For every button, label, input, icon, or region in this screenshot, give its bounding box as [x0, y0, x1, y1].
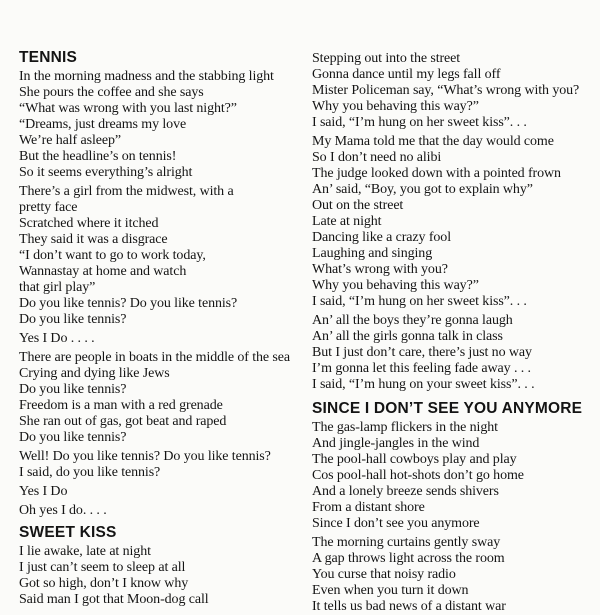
- lyric-line: pretty face: [19, 200, 78, 215]
- lyric-line: Dancing like a crazy fool: [312, 230, 451, 245]
- lyric-line: We’re half asleep”: [19, 133, 122, 148]
- song-title-since-i-dont-see-you-anymore: SINCE I DON’T SEE YOU ANYMORE: [312, 400, 583, 417]
- lyric-line: Why you behaving this way?”: [312, 278, 479, 293]
- lyric-line: I said, “I’m hung on your sweet kiss”. . .: [312, 377, 535, 392]
- lyric-line: And jingle-jangles in the wind: [312, 436, 480, 451]
- song-title-sweet-kiss: SWEET KISS: [19, 524, 117, 541]
- lyric-line: The gas-lamp flickers in the night: [312, 420, 498, 435]
- lyric-line: “I don’t want to go to work today,: [19, 248, 206, 263]
- lyric-line: Got so high, don’t I know why: [19, 576, 189, 591]
- lyric-line: An’ said, “Boy, you got to explain why”: [312, 182, 533, 197]
- lyric-line: But I just don’t care, there’s just no way: [312, 345, 532, 360]
- lyric-line: In the morning madness and the stabbing light: [19, 69, 274, 84]
- lyric-line: I said, do you like tennis?: [19, 465, 161, 480]
- lyric-line: Said man I got that Moon-dog call: [19, 592, 209, 607]
- lyric-line: Stepping out into the street: [312, 51, 461, 66]
- lyric-line: I said, “I’m hung on her sweet kiss”. . .: [312, 115, 527, 130]
- lyric-line: Mister Policeman say, “What’s wrong with you?: [312, 83, 580, 98]
- lyric-line: Cos pool-hall hot-shots don’t go home: [312, 468, 524, 483]
- lyric-line: Well! Do you like tennis? Do you like tennis?: [19, 449, 271, 464]
- lyric-line: Do you like tennis?: [19, 312, 127, 327]
- lyric-line: “What was wrong with you last night?”: [19, 101, 237, 116]
- lyric-line: So it seems everything’s alright: [19, 165, 193, 180]
- lyric-line: She ran out of gas, got beat and raped: [19, 414, 227, 429]
- lyric-line: A gap throws light across the room: [312, 551, 505, 566]
- lyric-line: I just can’t seem to sleep at all: [19, 560, 186, 575]
- lyric-line: Do you like tennis?: [19, 382, 127, 397]
- lyric-line: Late at night: [312, 214, 382, 229]
- lyric-line: There’s a girl from the midwest, with a: [19, 184, 234, 199]
- lyric-line: Do you like tennis? Do you like tennis?: [19, 296, 238, 311]
- lyric-line: It tells us bad news of a distant war: [312, 599, 506, 614]
- lyric-line: She pours the coffee and she says: [19, 85, 204, 100]
- lyric-line: Yes I Do: [19, 484, 68, 499]
- lyric-line: Wannastay at home and watch: [19, 264, 187, 279]
- lyric-line: Freedom is a man with a red grenade: [19, 398, 223, 413]
- lyric-line: And a lonely breeze sends shivers: [312, 484, 499, 499]
- lyric-line: Even when you turn it down: [312, 583, 469, 598]
- lyric-line: that girl play”: [19, 280, 96, 295]
- lyric-line: Since I don’t see you anymore: [312, 516, 480, 531]
- lyric-line: Yes I Do . . . .: [19, 331, 95, 346]
- lyric-line: But the headline’s on tennis!: [19, 149, 177, 164]
- lyric-line: What’s wrong with you?: [312, 262, 448, 277]
- lyric-line: The pool-hall cowboys play and play: [312, 452, 517, 467]
- lyric-line: Why you behaving this way?”: [312, 99, 479, 114]
- lyric-line: They said it was a disgrace: [19, 232, 168, 247]
- lyric-line: You curse that noisy radio: [312, 567, 456, 582]
- lyric-line: “Dreams, just dreams my love: [19, 117, 187, 132]
- lyric-line: I’m gonna let this feeling fade away . . .: [312, 361, 531, 376]
- lyric-line: My Mama told me that the day would come: [312, 134, 554, 149]
- song-title-tennis: TENNIS: [19, 49, 78, 66]
- lyric-line: Scratched where it itched: [19, 216, 159, 231]
- lyric-line: Do you like tennis?: [19, 430, 127, 445]
- lyric-line: There are people in boats in the middle of the sea: [19, 350, 291, 365]
- lyric-line: The morning curtains gently sway: [312, 535, 501, 550]
- lyric-line: I lie awake, late at night: [19, 544, 151, 559]
- lyric-line: Gonna dance until my legs fall off: [312, 67, 501, 82]
- lyric-line: An’ all the girls gonna talk in class: [312, 329, 503, 344]
- lyric-line: From a distant shore: [312, 500, 425, 515]
- lyric-line: Laughing and singing: [312, 246, 433, 261]
- lyric-line: Oh yes I do. . . .: [19, 503, 107, 518]
- lyric-line: I said, “I’m hung on her sweet kiss”. . .: [312, 294, 527, 309]
- lyric-line: An’ all the boys they’re gonna laugh: [312, 313, 513, 328]
- lyric-line: Out on the street: [312, 198, 404, 213]
- lyric-line: So I don’t need no alibi: [312, 150, 442, 165]
- lyric-line: Crying and dying like Jews: [19, 366, 170, 381]
- lyric-line: The judge looked down with a pointed frown: [312, 166, 561, 181]
